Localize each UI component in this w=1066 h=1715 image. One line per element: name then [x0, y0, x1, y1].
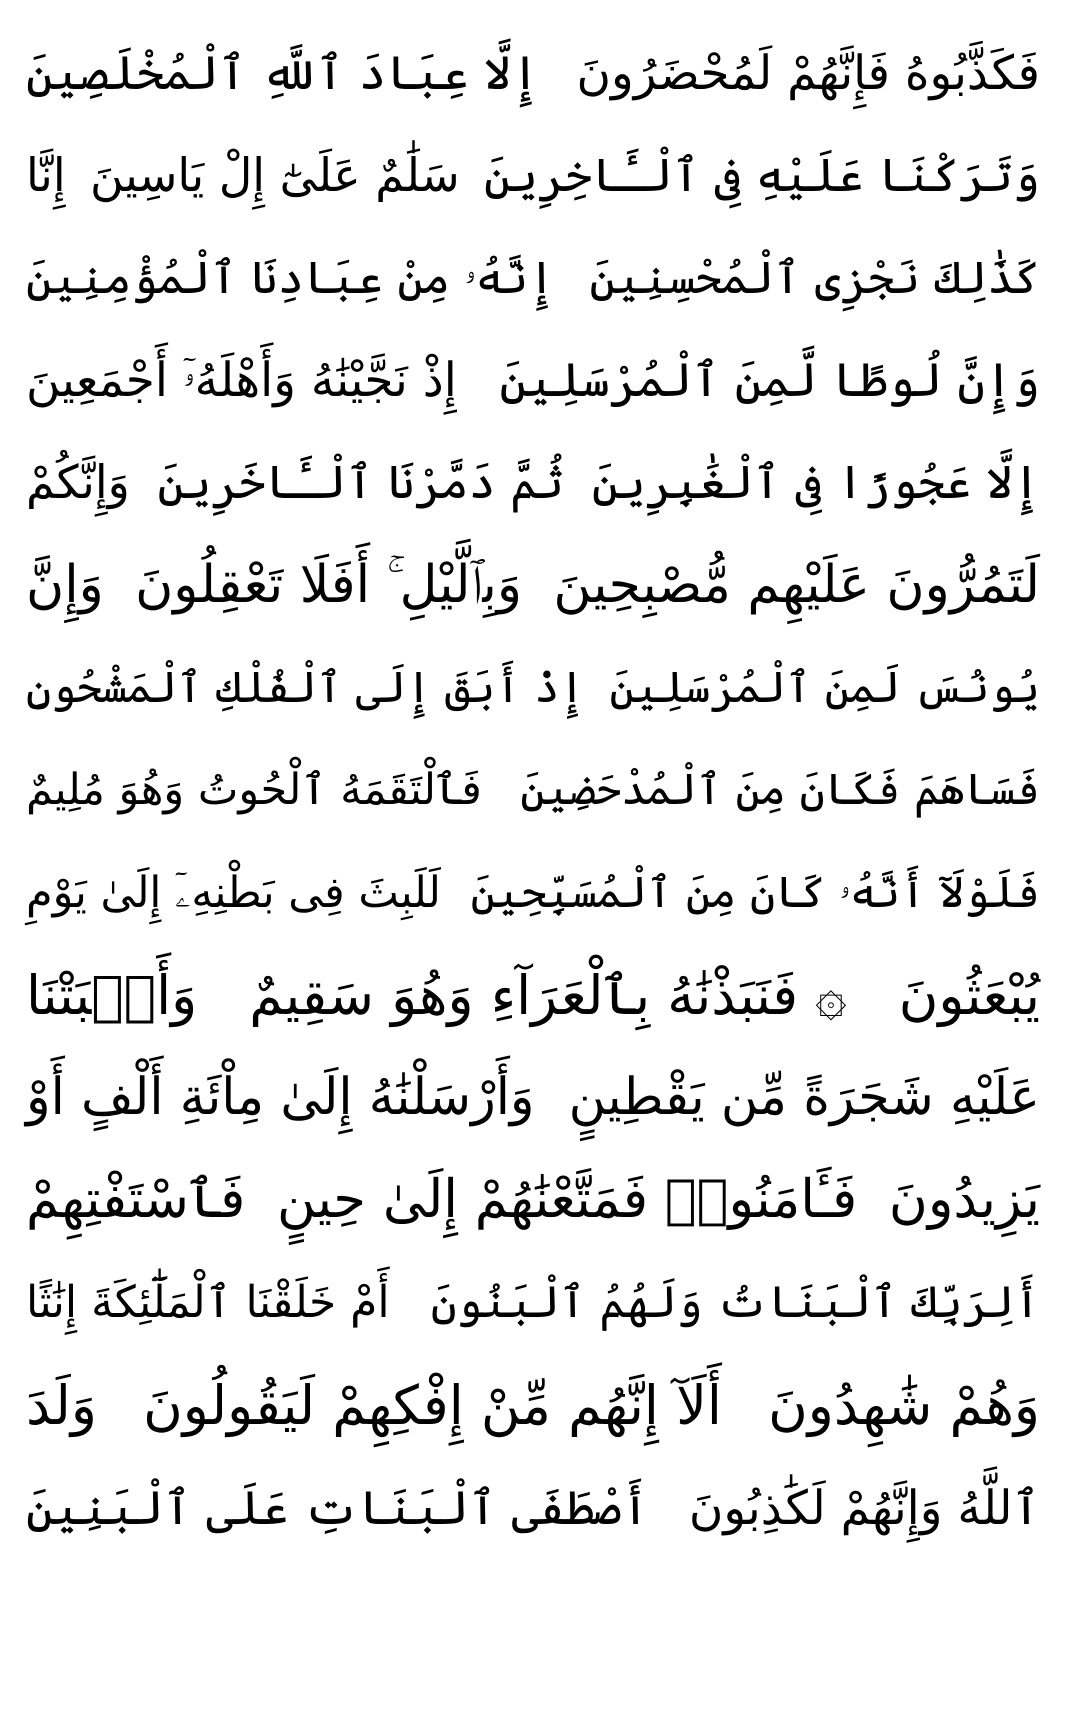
verse-segment: وَأَرْسَلْنَٰهُ إِلَىٰ مِاْئَةِ أَلْفٍ أَوْ — [26, 1068, 535, 1128]
verse-segment: عَلَيْهِ شَجَرَةً مِّن يَقْطِينٍ — [568, 1068, 1040, 1128]
verse-segment: إِنَّا — [26, 147, 66, 202]
verse-segment: وَبِٱلَّيْلِ ۚ أَفَلَا تَعْقِلُونَ — [135, 555, 523, 616]
verse-segment: فَلَوْلَآ أَنَّهُۥ كَانَ مِنَ ٱلْمُسَبِّحِينَ — [470, 867, 1040, 918]
text-line-1 — [26, 22, 1040, 125]
verse-segment: يُونُسَ لَمِنَ ٱلْمُرْسَلِينَ — [609, 662, 1040, 713]
text-line-11 — [26, 1047, 1040, 1150]
text-line-14 — [26, 1355, 1040, 1458]
verse-segment: وَإِنَّ لُوطًا لَّمِنَ ٱلْمُرْسَلِينَ — [499, 353, 1040, 409]
verse-segment: إِنَّهُۥ مِنْ عِبَادِنَا ٱلْمُؤْمِنِينَ — [26, 251, 555, 305]
text-line-8 — [26, 740, 1040, 843]
verse-segment: أَلِرَبِّكَ ٱلْبَنَاتُ وَلَهُمُ ٱلْبَنُونَ — [430, 1277, 1040, 1329]
text-line-3 — [26, 227, 1040, 330]
text-line-12 — [26, 1150, 1040, 1253]
verse-segment: أَمْ خَلَقْنَا ٱلْمَلَٰٓئِكَةَ إِنَٰثًا — [26, 1277, 390, 1329]
text-line-13 — [26, 1252, 1040, 1355]
text-line-4 — [26, 330, 1040, 433]
verse-segment: لَلَبِثَ فِى بَطْنِهِۦٓ إِلَىٰ يَوْمِ — [26, 867, 441, 918]
verse-segment: وَلَدَ — [26, 1373, 97, 1437]
verse-segment: فَسَاهَمَ فَكَانَ مِنَ ٱلْمُدْحَضِينَ — [520, 765, 1040, 816]
verse-segment: ثُمَّ دَمَّرْنَا ٱلْـَٔاخَرِينَ — [157, 455, 565, 510]
verse-segment: فَٱلْتَقَمَهُ ٱلْحُوتُ وَهُوَ مُلِيمٌ — [26, 765, 482, 816]
verse-segment: وَإِنَّكُمْ — [26, 455, 130, 510]
verse-segment: إِلَّا عِبَادَ ٱللَّهِ ٱلْمُخْلَصِينَ — [26, 45, 539, 101]
text-line-15 — [26, 1457, 1040, 1560]
verse-segment: إِلَّا عَجُوزًا فِى ٱلْغَٰبِرِينَ — [591, 455, 1040, 510]
text-line-6 — [26, 535, 1040, 638]
verse-segment: ٱللَّهُ وَإِنَّهُمْ لَكَٰذِبُونَ — [688, 1480, 1040, 1536]
verse-segment: سَلَٰمٌ عَلَىٰٓ إِلْ يَاسِينَ — [89, 147, 460, 202]
verse-segment: وَأَنۢبَتْنَا — [26, 963, 198, 1027]
verse-segment: لَتَمُرُّونَ عَلَيْهِم مُّصْبِحِينَ — [553, 555, 1040, 616]
verse-segment: وَإِنَّ — [26, 555, 104, 616]
text-line-7 — [26, 637, 1040, 740]
verse-segment: يَزِيدُونَ — [888, 1169, 1040, 1231]
verse-segment: ۞ فَنَبَذْنَٰهُ بِٱلْعَرَآءِ وَهُوَ سَقِيمٌ — [249, 963, 847, 1027]
text-line-5 — [26, 432, 1040, 535]
verse-segment: فَٱسْتَفْتِهِمْ — [26, 1169, 246, 1231]
text-line-9 — [26, 842, 1040, 945]
verse-segment: أَصْطَفَى ٱلْبَنَاتِ عَلَى ٱلْبَنِينَ — [26, 1480, 650, 1536]
verse-segment: فَـَٔامَنُوا۟ فَمَتَّعْنَٰهُمْ إِلَىٰ حِينٍ — [276, 1169, 858, 1231]
verse-segment: وَتَرَكْنَا عَلَيْهِ فِى ٱلْـَٔاخِرِينَ — [484, 147, 1040, 202]
text-line-2 — [26, 125, 1040, 228]
verse-segment: إِذْ أَبَقَ إِلَى ٱلْفُلْكِ ٱلْمَشْحُونِ — [26, 662, 585, 713]
verse-segment: فَكَذَّبُوهُ فَإِنَّهُمْ لَمُحْضَرُونَ — [576, 45, 1040, 101]
verse-segment: أَلَآ إِنَّهُم مِّنْ إِفْكِهِمْ لَيَقُولُونَ — [143, 1373, 722, 1437]
text-line-10 — [26, 945, 1040, 1048]
verse-segment: إِذْ نَجَّيْنَٰهُ وَأَهْلَهُۥٓ أَجْمَعِينَ — [26, 353, 457, 409]
verse-segment: وَهُمْ شَٰهِدُونَ — [768, 1373, 1040, 1437]
verse-segment: يُبْعَثُونَ — [898, 963, 1040, 1027]
verse-segment: كَذَٰلِكَ نَجْزِى ٱلْمُحْسِنِينَ — [589, 251, 1040, 305]
